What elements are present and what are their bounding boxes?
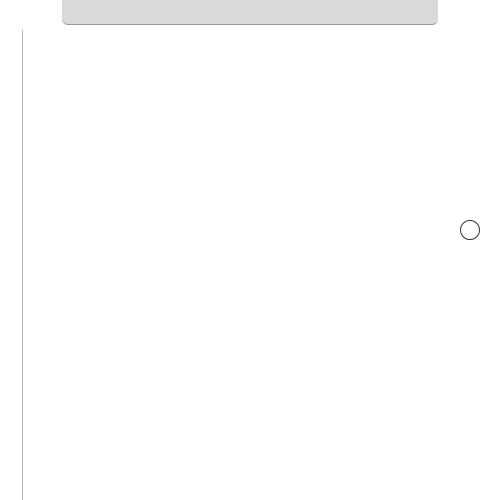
title-band	[62, 0, 438, 25]
side-margin-rule	[22, 30, 23, 500]
intro-block	[40, 30, 480, 40]
story-block	[40, 252, 480, 262]
section-number	[460, 220, 480, 240]
section-heading	[40, 216, 480, 244]
side-running-title	[6, 180, 20, 300]
